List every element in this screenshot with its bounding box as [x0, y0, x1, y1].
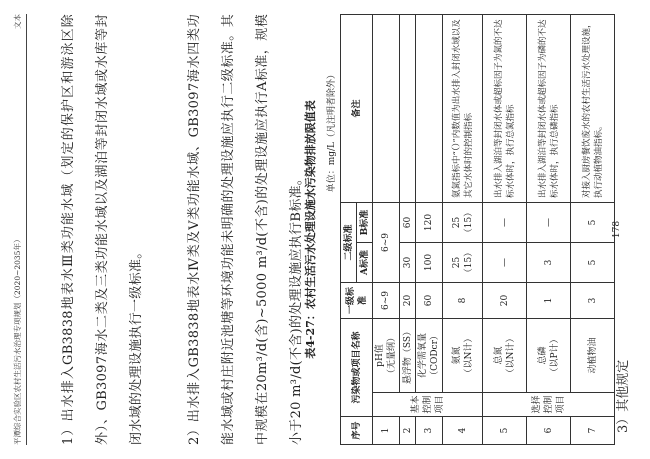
row-note: 出水排入湖泊等封闭水体或超标因子为磷的不达标水体时，执行总磷指标	[527, 15, 571, 203]
header-grade-two-b: B标准	[357, 203, 373, 243]
row-grade-one: 20	[483, 283, 527, 319]
row-note: 对接入厨房餐饮废水的农村生活污水处理设施，执行动植物油指标。	[571, 15, 615, 203]
row-grade-one: 1	[527, 283, 571, 319]
row-grade-one: 6~9	[373, 283, 400, 319]
row-grade-two-a: 25（15）	[443, 243, 483, 283]
row-item	[400, 319, 416, 393]
row-seq: 1	[373, 417, 400, 445]
table-row	[400, 15, 416, 445]
row-item-name: 氨氮	[451, 346, 462, 365]
group-basic-control: 基本控制项目	[373, 393, 483, 417]
row-item	[571, 319, 615, 393]
row-seq: 6	[527, 417, 571, 445]
page-number: 178	[612, 220, 622, 239]
row-grade-two-b: 25（15）	[443, 203, 483, 243]
header-grade-two: 二级标准	[341, 203, 357, 283]
paragraph-grade-one: 1）出水排入GB3838地表水Ⅲ类功能水域（划定的保护区和游泳区除外）、GB3097海水二类及三类功能水域以及湖泊等封闭水域或水库等封闭水域的处理设施执行一级标准。	[61, 14, 144, 445]
table-row	[571, 15, 615, 445]
row-grade-two-b: 5	[571, 203, 615, 243]
row-grade-two-b: 120	[416, 203, 443, 243]
header-item: 污染物或项目名称	[341, 319, 373, 417]
row-note-empty	[373, 15, 400, 203]
row-grade-two-a: 3	[527, 243, 571, 283]
row-note-empty	[400, 15, 416, 203]
row-item-sub: （以N计）	[505, 333, 516, 378]
row-seq: 5	[483, 417, 527, 445]
header-section: 文本	[13, 14, 22, 29]
row-seq: 3	[416, 417, 443, 445]
row-grade-one: 60	[416, 283, 443, 319]
section-other-rules: 3）其他规定	[616, 359, 631, 433]
table-row	[373, 15, 400, 445]
row-grade-one: 8	[443, 283, 483, 319]
group-select-control: 选择控制项目	[483, 393, 615, 417]
row-item	[443, 319, 483, 393]
row-item-sub: （CODcr）	[430, 331, 440, 380]
row-grade-two-a: —	[483, 243, 527, 283]
header-seq: 序号	[341, 417, 373, 445]
row-item	[527, 319, 571, 393]
table-unit: 单位：mg/L（凡注明者除外）	[327, 70, 337, 193]
table-row	[443, 15, 483, 445]
row-grade-two-b: —	[527, 203, 571, 243]
row-seq: 2	[400, 417, 416, 445]
row-note: 出水排入湖泊等封闭水体或超标因子为氮的不达标水体时，执行总氮指标	[483, 15, 527, 203]
row-item-name: pH值	[375, 344, 385, 367]
row-grade-two-a: 30	[400, 243, 416, 283]
row-grade-two-a: 5	[571, 243, 615, 283]
table-row	[416, 15, 443, 445]
header-title: 平潭综合实验区农村生活污水治理专项规划（2020~2035年）	[13, 235, 22, 445]
table-caption: 表4-27：农村生活污水处理设施水污染物排放限值表	[304, 100, 317, 359]
row-grade-two-b: —	[483, 203, 527, 243]
row-grade-two-a: 100	[416, 243, 443, 283]
row-item-name: 悬浮物（SS）	[402, 326, 413, 385]
row-seq: 7	[571, 417, 615, 445]
row-seq: 4	[443, 417, 483, 445]
row-grade-two-a: 6~9	[373, 203, 400, 283]
row-item-sub: （以P计）	[549, 334, 560, 377]
running-header	[10, 14, 27, 445]
row-item-sub: （无量纲）	[387, 333, 397, 379]
row-item	[373, 319, 400, 393]
row-item	[416, 319, 443, 393]
row-item	[483, 319, 527, 393]
row-item-sub: （以N计）	[463, 333, 474, 378]
table-row	[527, 15, 571, 445]
row-note-empty	[416, 15, 443, 203]
row-note: 氨氮指标中“（）”内数值为出水排入封闭水域以及其它水体时的控制指标	[443, 15, 483, 203]
header-grade-two-a: A标准	[357, 243, 373, 283]
row-item-name: 动植物油	[587, 337, 598, 374]
table-row	[483, 15, 527, 445]
row-grade-one: 20	[400, 283, 416, 319]
row-item-name: 化学需氧量	[418, 333, 428, 379]
row-grade-one: 3	[571, 283, 615, 319]
header-grade-one: 一级标准	[341, 283, 373, 319]
row-item-name: 总氮	[493, 346, 504, 365]
discharge-limit-table	[340, 14, 615, 445]
header-note: 备注	[341, 15, 373, 203]
paragraph-grade-two: 2）出水排入GB3838地表水Ⅳ类及Ⅴ类功能水域、GB3097海水四类功能水域或村庄附近池塘等环境功能未明确的处理设施应执行二级标准。其中规模在20m³/d(含)~5000 m³/d(不含)的处理设施应执行A标准，规模小于20 m³/d(不含)的处理设施应执行B标准。	[187, 14, 304, 445]
row-item-name: 总磷	[537, 346, 548, 365]
row-grade-two-b: 60	[400, 203, 416, 243]
